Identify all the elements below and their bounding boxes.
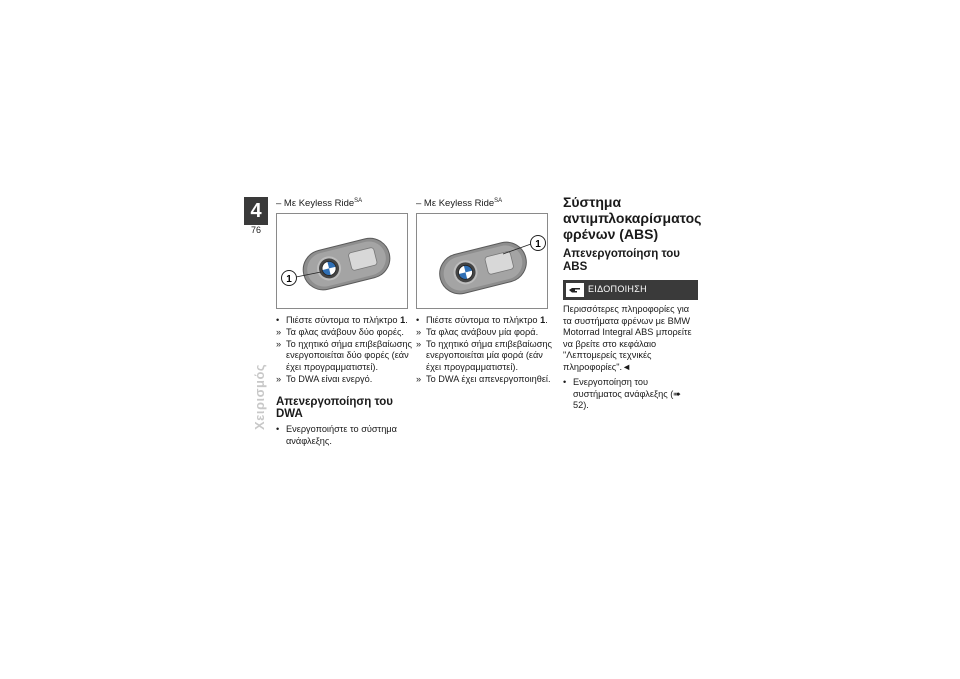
- section-label-text: Χειρισμός: [252, 363, 267, 430]
- chapter-tab: [244, 197, 268, 225]
- deactivate-keyless-steps: [416, 315, 556, 386]
- key-fob-figure: [276, 213, 408, 309]
- page-number: 76: [250, 225, 261, 235]
- keyless-heading: – Με Keyless Ride$^{SA}$: [416, 198, 503, 209]
- keyless-heading: – Με Keyless Ride$^{SA}$: [276, 198, 363, 209]
- section-label: [248, 330, 268, 430]
- list-item: » Το ηχητικό σήμα επιβεβαίωσης ενεργοποιείται δύο φορές (εάν έχει προγραμματιστεί).: [276, 338, 412, 372]
- column-deactivate: [416, 196, 556, 386]
- chapter-number: 4: [250, 200, 262, 222]
- key-fob-illustration: [277, 214, 408, 309]
- list-item: » Το DWA έχει απενεργοποιηθεί.: [416, 373, 551, 384]
- list-item: » Το DWA είναι ενεργό.: [276, 373, 373, 384]
- callout-number: 1: [286, 273, 292, 285]
- key-fob-figure: [416, 213, 548, 309]
- list-item: » Τα φλας ανάβουν μία φορά.: [416, 326, 539, 337]
- deactivate-heading: Απενεργοποίηση του DWA: [276, 396, 393, 420]
- column-abs: [563, 194, 702, 412]
- notice-label: ΕΙΔΟΠΟΙΗΣΗ: [588, 284, 647, 295]
- list-item: » Τα φλας ανάβουν δύο φορές.: [276, 326, 404, 337]
- list-item: » Το ηχητικό σήμα επιβεβαίωσης ενεργοποιείται μία φορά (εάν έχει προγραμματιστεί).: [416, 338, 552, 372]
- pointing-hand-icon: [566, 283, 584, 297]
- key-fob-illustration: [417, 214, 548, 309]
- list-item: • Ενεργοποιήστε το σύστημα ανάφλεξης.: [276, 424, 397, 446]
- column-activate: [276, 196, 416, 448]
- list-item: • Ενεργοποίηση του συστήματος ανάφλεξης (➠ 52).: [563, 377, 681, 410]
- abs-title: Σύστημα αντιμπλοκαρίσματος φρένων (ABS): [563, 194, 702, 242]
- list-item: • Πιέστε σύντομα το πλήκτρο 1.: [416, 314, 548, 325]
- callout-number: 1: [535, 238, 541, 250]
- notice-text: Περισσότερες πληροφορίες για τα συστήματα φρένων με BMW Motorrad Integral ABS μπορείτε να βρείτε στο κεφάλαιο "Λεπτομερείς τεχνικές πληροφορίες".◄: [563, 304, 692, 372]
- abs-subtitle: Απενεργοποίηση του ABS: [563, 248, 680, 273]
- deactivate-steps: [276, 424, 416, 447]
- activate-steps: [276, 315, 416, 386]
- notice-banner: [563, 280, 698, 300]
- list-item: • Πιέστε σύντομα το πλήκτρο 1.: [276, 314, 408, 325]
- abs-steps: [563, 377, 698, 412]
